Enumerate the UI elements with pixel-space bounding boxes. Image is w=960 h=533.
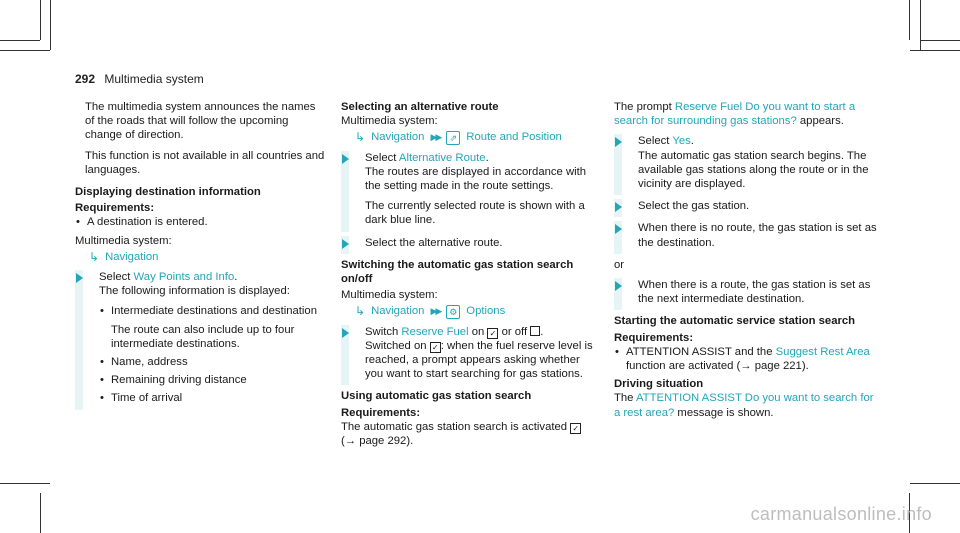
menu-link-yes[interactable]: Yes (672, 135, 691, 148)
step (614, 199, 879, 213)
multimedia-label: Multimedia system: (341, 115, 438, 128)
step-description: : when the fuel reserve level is reached, a prompt appears asking whether you want to start searching for gas stations. (365, 339, 593, 381)
step-arrow-icon (615, 281, 622, 291)
step (341, 236, 596, 250)
step-text: . (485, 151, 489, 164)
checkbox-checked-icon: ✓ (570, 423, 581, 434)
list-item-sub: The route can also include up to four intermediate destinations. (111, 323, 295, 350)
para-text: appears. (796, 115, 844, 128)
para-text: The (614, 392, 636, 405)
step-text: Select the gas station. (638, 200, 750, 213)
list-item-text: ATTENTION ASSIST and the (626, 345, 776, 358)
menu-link-suggest-rest-area[interactable]: Suggest Rest Area (775, 345, 870, 358)
step-description: The routes are displayed in accordance with the setting made in the route settings. (365, 165, 587, 193)
checkbox-empty-icon (530, 326, 540, 336)
requirement-text: The automatic gas station search is activated (341, 420, 571, 433)
list-item: • Name, address (99, 355, 325, 369)
watermark: carmanualsonline.info (750, 504, 932, 524)
step-description: The following information is displayed: (99, 285, 290, 298)
checkbox-checked-icon: ✓ (487, 328, 498, 339)
menu-link-navigation[interactable]: Navigation (105, 250, 159, 263)
section-heading: Switching the automatic gas station search on/off (341, 258, 574, 286)
step-arrow-icon (615, 137, 622, 147)
para-text: The prompt (614, 101, 675, 113)
step-text: Switch (365, 325, 402, 338)
gps-icon: ⇗ (446, 131, 460, 145)
or-label: or (614, 258, 625, 271)
step-text: . (234, 271, 238, 284)
step (614, 221, 879, 249)
step (614, 134, 879, 191)
step-text: When there is no route, the gas station is set as the destination. (638, 222, 877, 249)
double-chevron-icon: ▶▶ (430, 306, 441, 317)
step-description: The automatic gas station search begins. The available gas stations along the route or in the vicinity are displayed. (638, 149, 869, 191)
requirements-list (614, 345, 879, 373)
list-item: • A destination is entered. (75, 215, 325, 229)
multimedia-label: Multimedia system: (75, 234, 172, 247)
para-text: message is shown. (674, 406, 774, 419)
step-text: or off (498, 325, 531, 338)
section-heading: Starting the automatic service station search (614, 315, 856, 328)
step-text: on (468, 325, 488, 338)
page-title: Multimedia system (104, 72, 204, 86)
step-arrow-icon (342, 328, 349, 338)
column-1 (75, 100, 325, 414)
gear-icon: ⚙ (446, 305, 460, 319)
page-header (75, 72, 204, 86)
info-list (99, 304, 325, 405)
menu-link-route-position[interactable]: Route and Position (466, 131, 562, 144)
requirements-list (75, 215, 325, 229)
step-text: Switched on (365, 339, 430, 352)
requirements-label: Requirements: (75, 202, 155, 215)
crop-mark (40, 0, 41, 40)
step-text: Select (99, 271, 134, 284)
section-heading: Using automatic gas station search (341, 390, 532, 403)
step-text: . (540, 325, 544, 338)
crop-mark (920, 40, 960, 41)
crop-mark (0, 483, 50, 484)
menu-link-navigation[interactable]: Navigation (371, 305, 425, 318)
menu-path (341, 304, 596, 318)
column-2 (341, 100, 596, 454)
list-item-text: Intermediate destinations and destination (111, 305, 317, 318)
crop-mark (0, 50, 50, 51)
page-reference[interactable]: (→ page 292). (341, 435, 414, 448)
crop-mark (0, 40, 40, 41)
requirements-label: Requirements: (341, 406, 421, 419)
crop-mark (910, 483, 960, 484)
step (341, 151, 596, 228)
menu-path (75, 250, 325, 264)
crop-mark (909, 0, 910, 40)
step (614, 278, 879, 306)
list-item (614, 345, 879, 373)
double-chevron-icon: ▶▶ (430, 132, 441, 143)
step-text: Select the alternative route. (365, 236, 503, 249)
section-heading: Selecting an alternative route (341, 101, 499, 113)
step-arrow-icon (342, 239, 349, 249)
step-arrow-icon (615, 202, 622, 212)
step-arrow-icon (76, 273, 83, 283)
crop-mark (920, 0, 921, 50)
crop-mark (50, 0, 51, 50)
step-text: Select (365, 151, 399, 164)
step (341, 325, 596, 382)
step-arrow-icon (342, 154, 349, 164)
menu-link-navigation[interactable]: Navigation (371, 131, 425, 144)
column-3 (614, 100, 879, 426)
return-arrow-icon: ↳ (355, 304, 366, 319)
step-description: The currently selected route is shown with a dark blue line. (365, 200, 585, 227)
menu-link-options[interactable]: Options (466, 305, 506, 318)
requirements-label: Requirements: (614, 331, 694, 344)
step (75, 270, 325, 406)
multimedia-label: Multimedia system: (341, 289, 438, 302)
message-text: ATTENTION ASSIST Do you want to search for a rest area? (614, 392, 874, 419)
menu-path (341, 130, 596, 144)
page-number: 292 (75, 72, 96, 86)
return-arrow-icon: ↳ (89, 249, 100, 264)
step-arrow-icon (615, 224, 622, 234)
list-item (99, 304, 325, 351)
intro-para-1: The multimedia system announces the names of the roads that will follow the upcoming change of direction. (85, 101, 316, 142)
crop-mark (40, 493, 41, 533)
list-item-text: function are activated (→ page 221). (626, 360, 809, 373)
return-arrow-icon: ↳ (355, 130, 366, 145)
menu-link-reserve-fuel[interactable]: Reserve Fuel (401, 325, 469, 338)
step-text: When there is a route, the gas station is set as the next intermediate destination. (638, 279, 871, 306)
crop-mark (910, 50, 960, 51)
list-item: • Time of arrival (99, 391, 325, 405)
list-item: • Remaining driving distance (99, 373, 325, 387)
menu-link-way-points[interactable]: Way Points and Info (133, 271, 235, 284)
prompt-text: Reserve Fuel Do you want to start a search for surrounding gas stations? (614, 101, 856, 128)
step-text: . (690, 135, 694, 148)
driving-situation-label: Driving situation (614, 378, 704, 391)
section-heading: Displaying destination information (75, 186, 261, 199)
menu-link-alt-route[interactable]: Alternative Route (398, 151, 486, 164)
checkbox-checked-icon: ✓ (430, 342, 441, 353)
step-text: Select (638, 135, 673, 148)
intro-para-2: This function is not available in all countries and languages. (85, 149, 325, 176)
